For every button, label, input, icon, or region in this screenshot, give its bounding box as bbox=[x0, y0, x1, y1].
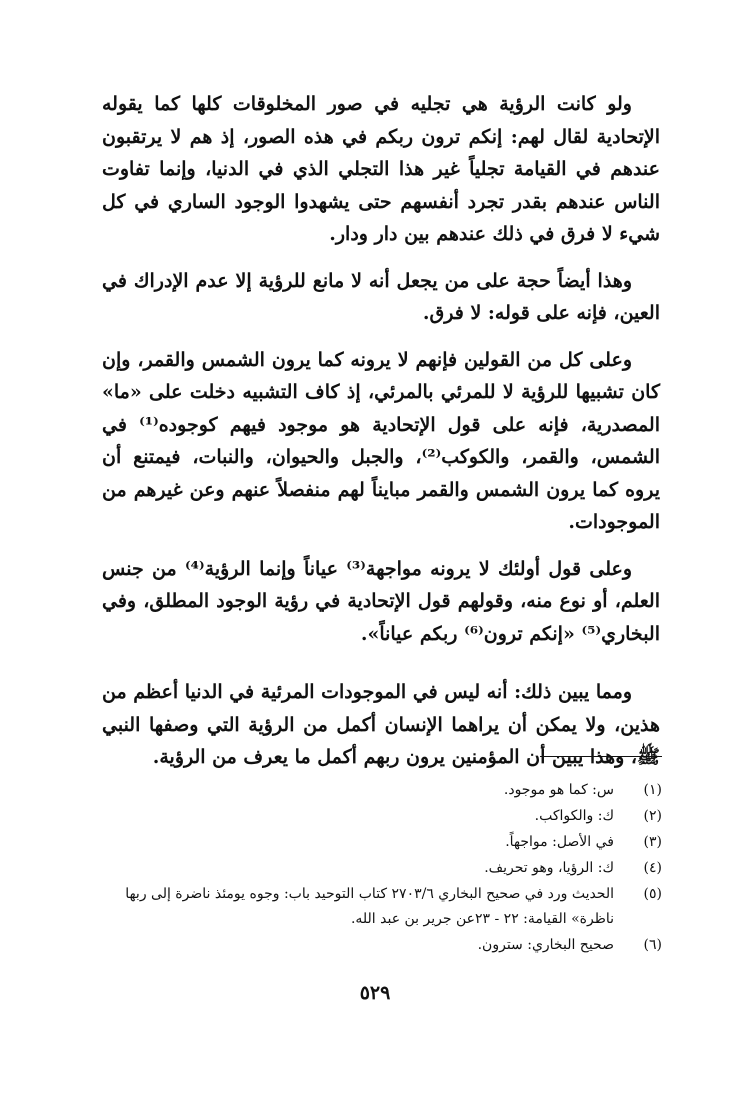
footnote bbox=[102, 830, 662, 855]
paragraph: ومما يبين ذلك: أنه ليس في الموجودات المرئية في الدنيا أعظم من هذين، ولا يمكن أن يراهما الإنسان أكمل من الرؤية التي وصفها النبي ﷺ، وهذا يبين أن المؤمنين يرون ربهم أكمل ما يعرف من الرؤية. bbox=[102, 681, 660, 768]
footnote-divider bbox=[540, 756, 662, 757]
footnote-number: (١) bbox=[643, 782, 662, 798]
footnote-number: (٣) bbox=[643, 834, 662, 850]
footnote-text: الحديث ورد في صحيح البخاري ٢٧٠٣/٦ كتاب التوحيد باب: وجوه يومئذ ناضرة إلى ربها ناظرة» القيامة: ٢٢ - ٢٣عن جرير بن عبد الله. bbox=[125, 886, 614, 927]
footnote-number: (٢) bbox=[643, 808, 662, 824]
footnote-text: ك: والكواكب. bbox=[534, 808, 614, 824]
footnote bbox=[102, 778, 662, 803]
footnote-text: في الأصل: مواجهاً. bbox=[505, 834, 614, 850]
footnote-number: (٤) bbox=[643, 860, 662, 876]
footnote-number: (٥) bbox=[643, 886, 662, 902]
paragraph: وعلى كل من القولين فإنهم لا يرونه كما يرون الشمس والقمر، وإن كان تشبيها للرؤية لا للمرئي بالمرئي، إذ كاف التشبيه دخلت على «ما» المصدرية، فإنه على قول الإتحادية هو موجود فيهم كوجوده⁽¹⁾ في الشمس، والقمر، والكوكب⁽²⁾، والجبل والحيوان، والنبات، فيمتنع أن يروه كما يرون الشمس والقمر مبايناً لهم منفصلاً عنهم وعن غيرهم من الموجودات. bbox=[102, 348, 660, 533]
footnote-number: (٦) bbox=[643, 937, 662, 953]
paragraph: وعلى قول أولئك لا يرونه مواجهة⁽³⁾ عياناً وإنما الرؤية⁽⁴⁾ من جنس العلم، أو نوع منه، وقولهم قول الإتحادية في رؤية الوجود المطلق، وفي البخاري⁽⁵⁾ «إنكم ترون⁽⁶⁾ ربكم عياناً». bbox=[102, 557, 660, 645]
footnote-text: س: كما هو موجود. bbox=[503, 782, 614, 798]
body-text bbox=[102, 88, 660, 788]
footnotes bbox=[102, 778, 662, 959]
paragraph: وهذا أيضاً حجة على من يجعل أنه لا مانع للرؤية إلا عدم الإدراك في العين، فإنه على قوله: لا فرق. bbox=[102, 269, 660, 324]
footnote bbox=[102, 933, 662, 958]
footnote-text: ك: الرؤيا، وهو تحريف. bbox=[484, 860, 614, 876]
footnote-text: صحيح البخاري: سترون. bbox=[477, 937, 614, 953]
footnote bbox=[102, 882, 662, 932]
page-number: ٥٢٩ bbox=[359, 982, 391, 1004]
paragraph: ولو كانت الرؤية هي تجليه في صور المخلوقات كلها كما يقوله الإتحادية لقال لهم: إنكم ترون ربكم في هذه الصور، إذ هم لا يرتقبون عندهم في القيامة تجلياً غير هذا التجلي الذي في الدنيا، وإنما تفاوت الناس عندهم بقدر تجرد أنفسهم حتى يشهدوا الوجود الساري في كل شيء لا فرق في ذلك عندهم بين دار ودار. bbox=[102, 93, 660, 245]
footnote bbox=[102, 804, 662, 829]
footnote bbox=[102, 856, 662, 881]
